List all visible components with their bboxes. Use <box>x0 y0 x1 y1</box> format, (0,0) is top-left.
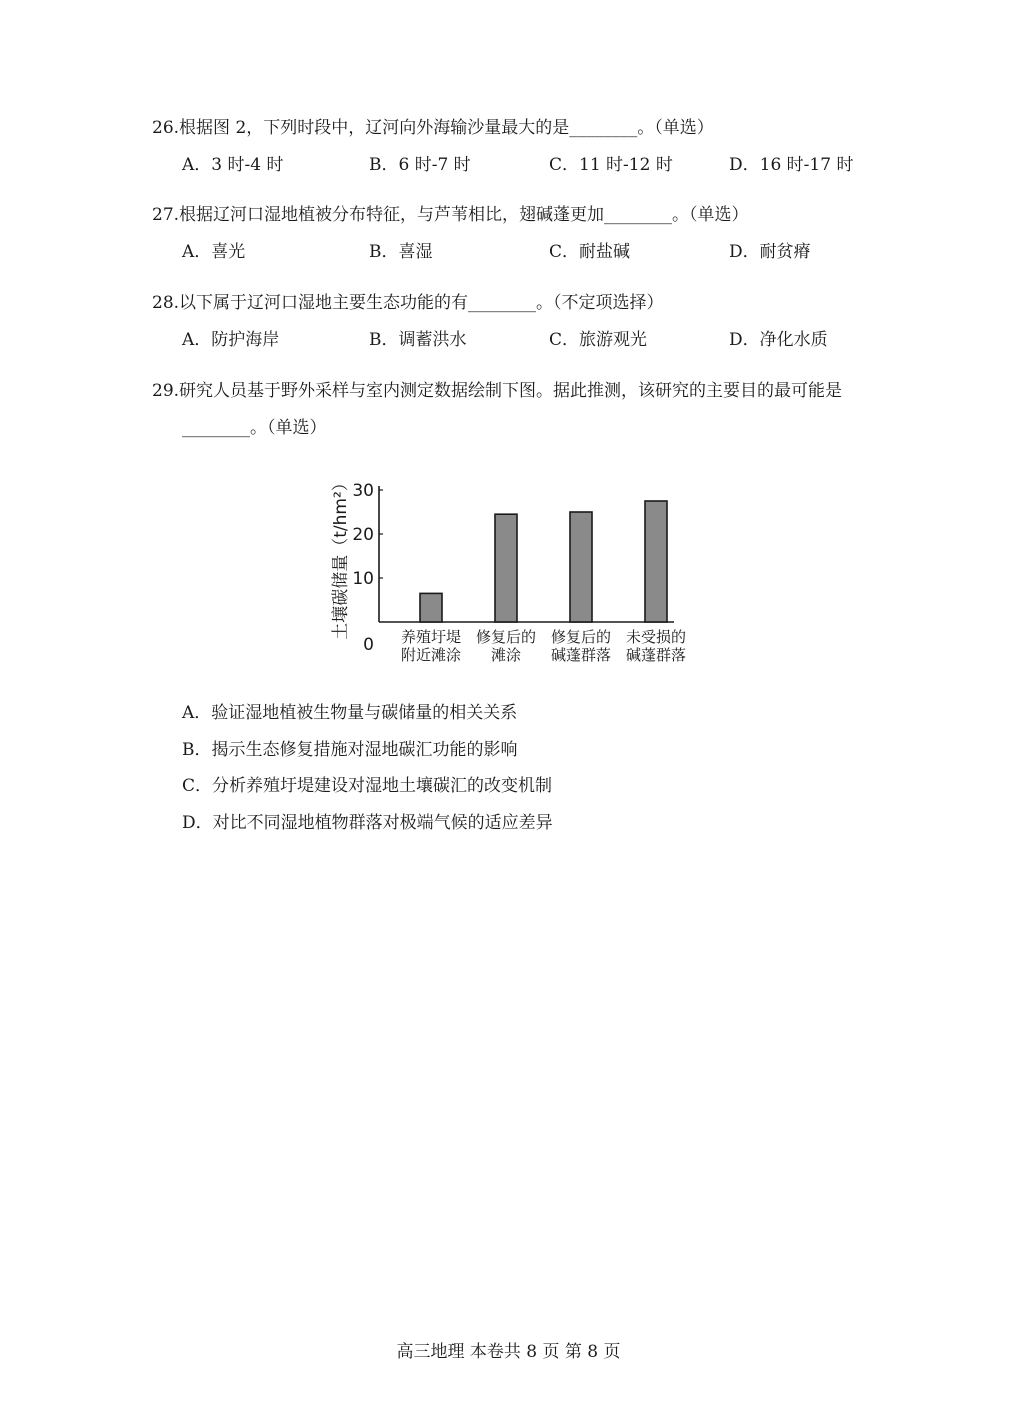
question-29-stem: 29.研究人员基于野外采样与室内测定数据绘制下图。据此推测，该研究的主要目的最可能是 <box>152 381 843 401</box>
bar <box>570 512 592 622</box>
x-category-label: 滩涂 <box>490 646 522 664</box>
question-27-option-a: A．喜光 <box>182 242 246 262</box>
question-26-option-c: C．11 时-12 时 <box>549 155 673 175</box>
question-28-stem: 28.以下属于辽河口湿地主要生态功能的有________。（不定项选择） <box>152 293 664 313</box>
question-27-option-b: B．喜湿 <box>369 242 433 262</box>
question-26-stem: 26.根据图 2，下列时段中，辽河向外海输沙量最大的是________。（单选） <box>152 118 714 138</box>
question-29-option-d: D．对比不同湿地植物群落对极端气候的适应差异 <box>182 813 553 833</box>
question-26-option-b: B．6 时-7 时 <box>369 155 471 175</box>
y-tick-label: 0 <box>363 635 374 655</box>
x-category-label: 碱蓬群落 <box>550 646 612 664</box>
y-tick-label: 10 <box>352 569 374 589</box>
question-29-option-b: B．揭示生态修复措施对湿地碳汇功能的影响 <box>182 740 518 760</box>
question-26-option-a: A．3 时-4 时 <box>182 155 284 175</box>
question-28-option-a: A．防护海岸 <box>182 330 280 350</box>
x-category-label: 修复后的 <box>550 628 612 646</box>
x-category-label: 养殖圩堤 <box>400 628 462 646</box>
soil-carbon-chart <box>318 462 698 672</box>
page-footer: 高三地理 本卷共 8 页 第 8 页 <box>396 1342 621 1362</box>
question-29-option-c: C．分析养殖圩堤建设对湿地土壤碳汇的改变机制 <box>182 776 553 796</box>
question-28-option-b: B．调蓄洪水 <box>369 330 467 350</box>
question-29-option-a: A．验证湿地植被生物量与碳储量的相关关系 <box>182 703 518 723</box>
y-axis-label: 土壤碳储量（t/hm²） <box>331 474 351 640</box>
question-28-option-c: C．旅游观光 <box>549 330 648 350</box>
question-28-option-d: D．净化水质 <box>729 330 828 350</box>
bar <box>645 501 667 622</box>
soil-carbon-chart-svg <box>318 462 698 672</box>
y-tick-label: 20 <box>352 525 374 545</box>
y-tick-label: 30 <box>352 481 374 501</box>
question-27-option-c: C．耐盐碱 <box>549 242 631 262</box>
bar <box>420 593 442 622</box>
x-category-label: 碱蓬群落 <box>625 646 687 664</box>
question-27-option-d: D．耐贫瘠 <box>729 242 811 262</box>
bar <box>495 514 517 622</box>
x-category-label: 未受损的 <box>625 628 687 646</box>
question-27-stem: 27.根据辽河口湿地植被分布特征，与芦苇相比，翅碱蓬更加________。（单选） <box>152 205 749 225</box>
x-category-label: 附近滩涂 <box>400 646 462 664</box>
x-category-label: 修复后的 <box>475 628 537 646</box>
question-26-option-d: D．16 时-17 时 <box>729 155 854 175</box>
question-29-stem-line2: ________。（单选） <box>182 418 327 438</box>
